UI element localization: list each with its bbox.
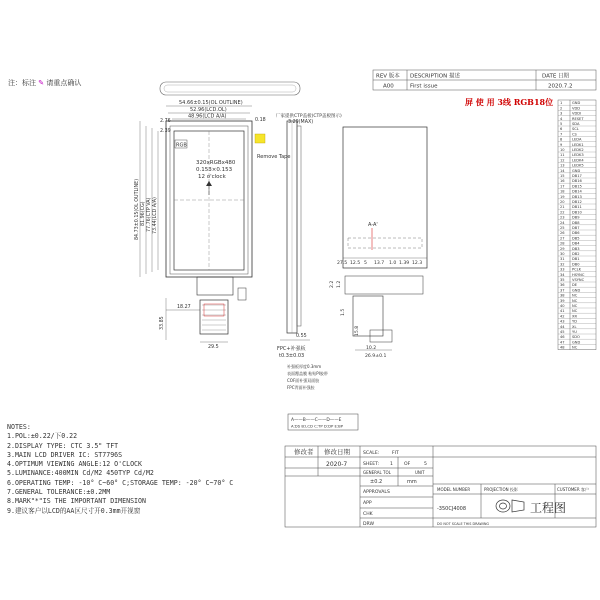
dim-left-3: 77.76(CTP VA) bbox=[147, 197, 152, 232]
pin-number: 39 bbox=[560, 298, 565, 303]
pin-number: 4 bbox=[560, 116, 563, 121]
fpc-label: FPC+补强板 bbox=[277, 346, 306, 352]
pin-signal: DB12 bbox=[572, 200, 582, 204]
pin-number: 12 bbox=[560, 158, 565, 163]
pin-signal: DB10 bbox=[572, 210, 582, 215]
pin-number: 33 bbox=[560, 267, 565, 272]
dim-top-outer: 54.66±0.15(OL OUTLINE) bbox=[179, 100, 243, 106]
viewing-arrow-icon bbox=[206, 181, 212, 186]
tb-footer-small: DO NOT SCALE THIS DRAWING bbox=[437, 522, 489, 526]
pin-signal: LEDK2 bbox=[572, 148, 584, 152]
protective-film-outline bbox=[160, 82, 300, 95]
pin-signal: RESET bbox=[572, 116, 584, 121]
pin-signal: DB1 bbox=[572, 257, 580, 262]
viewing-text: 12 o'clock bbox=[198, 174, 226, 180]
pin-number: 11 bbox=[560, 153, 565, 158]
fpc-component bbox=[238, 288, 246, 300]
resolution-text: 320xRGBx480 bbox=[196, 160, 236, 166]
pin-signal: CS bbox=[572, 132, 577, 137]
pin-number: 9 bbox=[560, 142, 563, 147]
tb-approvals: APPROVALS bbox=[363, 490, 390, 495]
date-header: DATE 日期 bbox=[542, 73, 570, 80]
pin-number: 41 bbox=[560, 309, 565, 314]
stiffener-notes bbox=[287, 363, 328, 390]
pin-signal: DB8 bbox=[572, 220, 580, 225]
dim-bottom-3: 29.5 bbox=[208, 345, 219, 350]
pin-number: 14 bbox=[560, 168, 565, 173]
rev-value: A00 bbox=[383, 83, 394, 90]
pin-signal: DB13 bbox=[572, 194, 582, 199]
tb-unit-label: UNIT bbox=[415, 470, 425, 475]
stiff-note-1: 补强板厚度0.3mm bbox=[287, 364, 322, 369]
pin-number: 34 bbox=[560, 272, 565, 277]
pin-number: 31 bbox=[560, 257, 565, 262]
pin-number: 43 bbox=[560, 319, 565, 324]
tb-projection-label: PROJECTION 投影 bbox=[484, 487, 518, 492]
pin-signal: HSYNC bbox=[572, 272, 585, 277]
pin-signal: NC bbox=[572, 345, 578, 350]
tb-app: APP bbox=[363, 501, 372, 506]
pin-number: 44 bbox=[560, 324, 565, 329]
legend-line-1: A——B——C——D——E bbox=[291, 418, 342, 423]
pin-signal: LEDK5 bbox=[572, 163, 584, 168]
note-6: 6.OPERATING TEMP: -10° C~60° C;STORAGE TEMP: -20° C~70° C bbox=[7, 478, 234, 487]
pin-number: 47 bbox=[560, 340, 565, 345]
tb-tol-value: ±0.2 bbox=[370, 479, 383, 485]
note-5: 5.LUMINANCE:400MIN Cd/M2 450TYP Cd/M2 bbox=[7, 469, 154, 478]
tb-date-value: 2020-7 bbox=[326, 461, 348, 468]
back-view bbox=[343, 127, 427, 350]
dim-left-1: 84.73±0.15(OL OUTLINE) bbox=[135, 178, 140, 240]
dim-2-76: 2.76 bbox=[160, 119, 171, 124]
pin-number: 10 bbox=[560, 148, 565, 152]
pin-number: 19 bbox=[560, 194, 565, 199]
pin-signal: DB11 bbox=[572, 205, 582, 210]
pin-signal: DB6 bbox=[572, 231, 580, 236]
pin-signal: DB0 bbox=[572, 262, 580, 267]
pin-signal: SCL bbox=[572, 127, 579, 132]
dim-left-2: 81.96(CG) bbox=[141, 201, 146, 226]
fpc-dim-v4: 15.8 bbox=[355, 325, 360, 336]
pin-signal: XR bbox=[572, 314, 577, 319]
dim-bottom-2: 33.85 bbox=[160, 316, 165, 330]
pin-number: 5 bbox=[560, 122, 563, 126]
tb-drw: DRW bbox=[363, 522, 375, 527]
stiff-note-4: FPC背面补强胶 bbox=[287, 385, 315, 390]
rgb-label: RGB bbox=[176, 142, 187, 149]
pin-signal: DB15 bbox=[572, 184, 582, 189]
projection-symbol-icon bbox=[496, 500, 524, 512]
pin-number: 25 bbox=[560, 226, 565, 230]
tb-chk: CHK bbox=[363, 512, 373, 517]
pin-number: 16 bbox=[560, 179, 565, 184]
tb-of-value: 5 bbox=[424, 462, 427, 467]
protective-film-inner bbox=[164, 85, 296, 92]
pin-number: 46 bbox=[560, 335, 565, 340]
tb-title-cn: 工程图 bbox=[530, 501, 567, 515]
pin-number: 36 bbox=[560, 283, 565, 288]
tb-scale-value: FIT bbox=[392, 451, 399, 456]
pin-number: 28 bbox=[560, 241, 565, 246]
pin-signal: LEDK3 bbox=[572, 153, 584, 158]
pin-signal: DB17 bbox=[572, 174, 582, 178]
pin-signal: YD bbox=[572, 319, 577, 324]
pin-signal: DB5 bbox=[572, 236, 580, 241]
fpc-dim-b2: 26.9±0.1 bbox=[365, 354, 387, 359]
fpc-dim-6: 1.39 bbox=[399, 261, 410, 266]
date-value: 2020.7.2 bbox=[548, 83, 573, 90]
pin-table bbox=[558, 100, 596, 350]
pin-signal: VDDI bbox=[572, 111, 582, 116]
desc-header: DESCRIPTION 描述 bbox=[410, 73, 460, 80]
dim-bottom-1: 18.27 bbox=[177, 305, 191, 310]
pin-signal: GND bbox=[572, 168, 581, 173]
pin-signal: GND bbox=[572, 101, 581, 106]
stiff-note-2: 表面覆盖膜 粘贴PI胶带 bbox=[287, 371, 328, 376]
tb-rev-label: 修改者 bbox=[294, 448, 314, 456]
rev-header: REV 版本 bbox=[376, 73, 400, 80]
pin-signal: DB14 bbox=[572, 189, 582, 194]
pin-number: 3 bbox=[560, 111, 563, 116]
pin-number: 13 bbox=[560, 163, 565, 168]
pin-signal: SDA bbox=[572, 122, 580, 126]
pin-number: 24 bbox=[560, 220, 565, 225]
tb-sheet-value: 1 bbox=[390, 462, 393, 467]
pin-number: 40 bbox=[560, 304, 565, 308]
note-2: 2.DISPLAY TYPE: CTC 3.5" TFT bbox=[7, 441, 119, 450]
pin-signal: NC bbox=[572, 304, 578, 308]
pin-signal: XL bbox=[572, 324, 577, 329]
pin-number: 18 bbox=[560, 189, 565, 194]
pin-signal: LEDK1 bbox=[572, 142, 584, 147]
pin-signal: NC bbox=[572, 293, 578, 298]
pin-signal: NC bbox=[572, 298, 578, 303]
pin-number: 2 bbox=[560, 106, 563, 111]
pin-signal: DB4 bbox=[572, 241, 580, 246]
tb-model-value: -350CJ4008 bbox=[437, 506, 467, 512]
dim-thickness: 3.29(MAX) bbox=[288, 120, 314, 125]
pin-number: 15 bbox=[560, 174, 565, 178]
tb-of-label: OF bbox=[404, 462, 411, 467]
pin-number: 35 bbox=[560, 278, 565, 282]
tb-general-tol: GENERAL TOL bbox=[363, 470, 391, 475]
dim-left-4: 73.44(LCD A/A) bbox=[153, 197, 158, 234]
notes-heading: NOTES: bbox=[7, 423, 31, 431]
note-3: 3.MAIN LCD DRIVER IC: ST7796S bbox=[7, 450, 123, 459]
desc-value: First issue bbox=[410, 83, 438, 90]
dim-cover: 0.55 bbox=[296, 334, 307, 339]
tb-date-label: 修改日期 bbox=[324, 448, 350, 456]
pin-signal: PCLK bbox=[572, 267, 582, 272]
dim-top-vao: 52.96(LCD.OL) bbox=[190, 107, 227, 113]
fpc-dim-7: 12.3 bbox=[412, 261, 423, 266]
fpc-dim-v2: 1.2 bbox=[337, 280, 342, 288]
fpc-dims-row bbox=[337, 260, 422, 266]
interface-red-note: 屏 使 用 3线 RGB18位 bbox=[465, 97, 554, 107]
pin-signal: DB7 bbox=[572, 226, 580, 230]
pin-signal: DB3 bbox=[572, 246, 580, 251]
tb-customer-label: CUSTOMER 客户 bbox=[557, 487, 589, 492]
tb-unit-value: mm bbox=[407, 479, 417, 485]
notes-block bbox=[7, 423, 307, 516]
fpc-dim-1: 27.5 bbox=[337, 261, 348, 266]
highlight-mark-icon: ✎ bbox=[38, 79, 45, 87]
pin-number: 27 bbox=[560, 236, 565, 241]
fpc-dim-3: 5 bbox=[364, 261, 367, 266]
pin-signal: DB2 bbox=[572, 252, 580, 256]
pin-number: 7 bbox=[560, 132, 563, 137]
pin-number: 6 bbox=[560, 127, 563, 132]
pin-signal: YU bbox=[572, 330, 577, 334]
pin-signal: LEDA bbox=[572, 137, 582, 142]
note-8: 8.MARK"*"IS THE IMPORTANT DIMENSION bbox=[7, 497, 146, 506]
tb-model-label: MODEL NUMBER bbox=[437, 487, 471, 492]
fpc-neck bbox=[197, 277, 233, 295]
pin-signal: VDD bbox=[572, 106, 580, 111]
pin-number: 22 bbox=[560, 210, 565, 215]
fpc-thickness: t0.3±0.03 bbox=[279, 353, 305, 359]
pin-number: 42 bbox=[560, 314, 565, 319]
note-7: 7.GENERAL TOLERANCE:±0.2MM bbox=[7, 488, 111, 497]
dim-2-39: 2.39 bbox=[160, 129, 171, 134]
pin-number: 8 bbox=[560, 137, 563, 142]
pin-signal: DB16 bbox=[572, 179, 582, 184]
fpc-dim-b1: 10.2 bbox=[366, 346, 377, 351]
remove-tape-label: Remove Tape bbox=[257, 154, 291, 160]
top-note-suffix: 请重点确认 bbox=[46, 79, 82, 87]
fpc-dim-5: 1.0 bbox=[389, 261, 397, 266]
pin-signal: NC bbox=[572, 309, 578, 314]
pin-signal: DB9 bbox=[572, 215, 580, 220]
pin-number: 26 bbox=[560, 231, 565, 236]
stiff-note-3: COF面补强双面胶 bbox=[287, 378, 320, 383]
dim-top-aa: 48.96(LCD A/A) bbox=[188, 113, 227, 120]
pin-number: 17 bbox=[560, 184, 565, 189]
fpc-dim-v1: 2.2 bbox=[330, 280, 335, 288]
pin-number: 32 bbox=[560, 262, 565, 267]
pin-signal: GND bbox=[572, 288, 581, 293]
pin-number: 20 bbox=[560, 200, 565, 204]
section-red-label: A-A' bbox=[368, 222, 378, 228]
pin-number: 37 bbox=[560, 288, 565, 293]
pin-number: 21 bbox=[560, 205, 565, 210]
pin-signal: LEDK4 bbox=[572, 158, 584, 163]
pin-number: 48 bbox=[560, 345, 565, 350]
fpc-dim-v3: 1.5 bbox=[341, 308, 346, 316]
pin-number: 30 bbox=[560, 252, 565, 256]
front-view bbox=[166, 121, 290, 334]
legend-line-2: A:DS B:LCD C:TP D:DP E:BP bbox=[291, 423, 344, 429]
fpc-dim-2: 12.5 bbox=[350, 261, 361, 266]
remove-tape-marker bbox=[255, 134, 265, 143]
pin-number: 1 bbox=[560, 101, 563, 106]
tb-scale-label: SCALE: bbox=[363, 451, 380, 456]
pin-number: 23 bbox=[560, 215, 565, 220]
note-9: 9.建议客户以LCD的AA区尺寸开0.3mm开视窗 bbox=[7, 506, 141, 515]
pin-number: 38 bbox=[560, 293, 565, 298]
pin-signal: DE bbox=[572, 283, 578, 288]
top-note-prefix: 注：标注 bbox=[8, 79, 36, 87]
pin-number: 45 bbox=[560, 330, 565, 334]
pixel-pitch-text: 0.153×0.153 bbox=[196, 167, 233, 173]
pin-number: 29 bbox=[560, 246, 565, 251]
note-4: 4.OPTIMUM VIEWING ANGLE:12 O'CLOCK bbox=[7, 460, 142, 469]
side-top-note: 厂家提供CTP盖板(CTP盖板图示) bbox=[276, 114, 342, 119]
fpc-dim-4: 13.7 bbox=[374, 261, 385, 266]
dim-0-18: 0.18 bbox=[255, 118, 266, 123]
tb-sheet-label: SHEET: bbox=[363, 462, 380, 467]
note-1: 1.POL:±0.22/下0.22 bbox=[7, 432, 78, 441]
pin-signal: VSYNC bbox=[572, 278, 585, 282]
pin-signal: SDO bbox=[572, 335, 580, 340]
pin-signal: GND bbox=[572, 340, 581, 345]
